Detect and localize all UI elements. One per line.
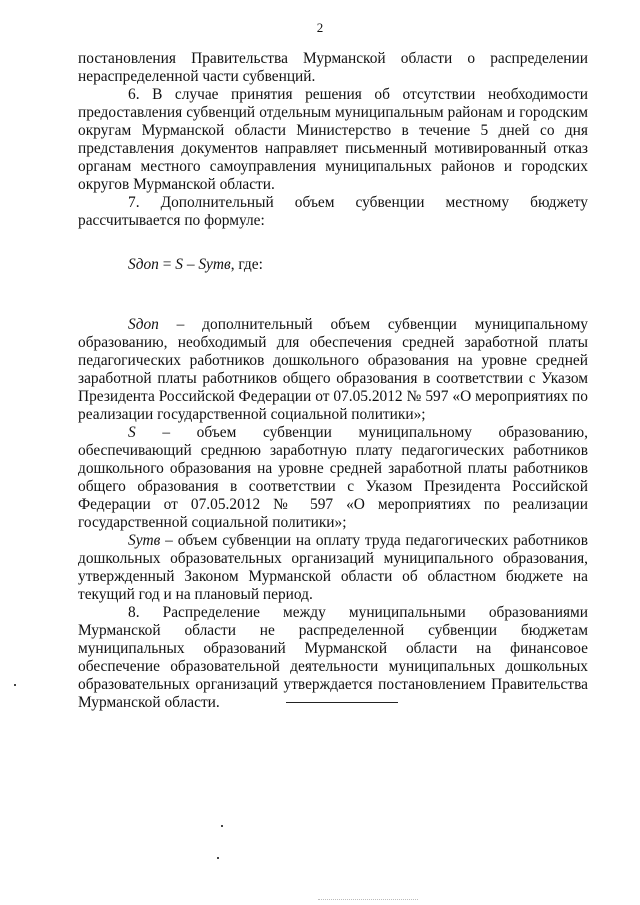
- document-body: [78, 50, 588, 712]
- formula-suffix: , где:: [230, 256, 263, 273]
- definition-sdop: [78, 316, 588, 424]
- formula-s: S: [175, 256, 183, 273]
- definition-sutv: [78, 532, 588, 604]
- definition-sutv-text: – объем субвенции на оплату труда педагогических работников дошкольных образовательных организаций муниципального образования, утвержденный Законом Мурманской области об областном бюджете на текущий год и на плановый период.: [78, 532, 588, 603]
- scan-speck: [217, 857, 219, 859]
- formula-sutv: Syтв: [198, 256, 231, 273]
- page-number: 2: [316, 20, 324, 35]
- definition-sdop-text: – дополнительный объем субвенции муниципальному образованию, необходимый для обеспечения средней заработной платы педагогических работников дошкольного образования на уровне средней заработной платы работников общего образования в соответствии с Указом Президента Российской Федерации от 07.05.2012 № 597 «О мероприятиях по реализации государственной социальной политики»;: [78, 316, 588, 423]
- formula-sdop: Sдоп: [128, 256, 159, 273]
- bottom-edge-trace: [318, 899, 418, 900]
- definition-s-text: – объем субвенции муниципальному образованию, обеспечивающий среднюю заработную плату педагогических работников дошкольного образования на уровне средней заработной платы работников общего образования в соответствии с Указом Президента Российской Федерации от 07.05.2012 № 597 «О мероприятиях по реализации государственной социальной политики»;: [78, 424, 588, 531]
- formula-minus: –: [182, 256, 199, 273]
- paragraph-6: 6. В случае принятия решения об отсутствии необходимости предоставления субвенций отдельным муниципальным районам и городским округам Мурманской области Министерство в течение 5 дней со дня представления документов направляет письменный мотивированный отказ органам местного самоуправления муниципальных районов и городских округов Мурманской области.: [78, 86, 588, 193]
- definition-s-symbol: S: [128, 424, 136, 441]
- formula-equals: =: [158, 256, 176, 273]
- scan-speck: [221, 825, 223, 827]
- definition-sutv-symbol: Syтв: [128, 532, 161, 549]
- paragraph-continuation: постановления Правительства Мурманской области о распределении нераспределенной части субвенций.: [78, 50, 588, 85]
- definition-sdop-symbol: Sдоп: [128, 316, 159, 333]
- paragraph-7: 7. Дополнительный объем субвенции местному бюджету рассчитывается по формуле:: [78, 194, 588, 229]
- formula: [78, 256, 588, 274]
- paragraph-8: 8. Распределение между муниципальными образованиями Мурманской области не распределенной субвенции бюджетам муниципальных образований Мурманской области на финансовое обеспечение образовательной деятельности муниципальных дошкольных образовательных организаций утверждается постановлением Правительства Мурманской области.: [78, 604, 588, 711]
- scan-speck: [14, 684, 16, 686]
- end-separator-line: [286, 702, 398, 703]
- definition-s: [78, 424, 588, 532]
